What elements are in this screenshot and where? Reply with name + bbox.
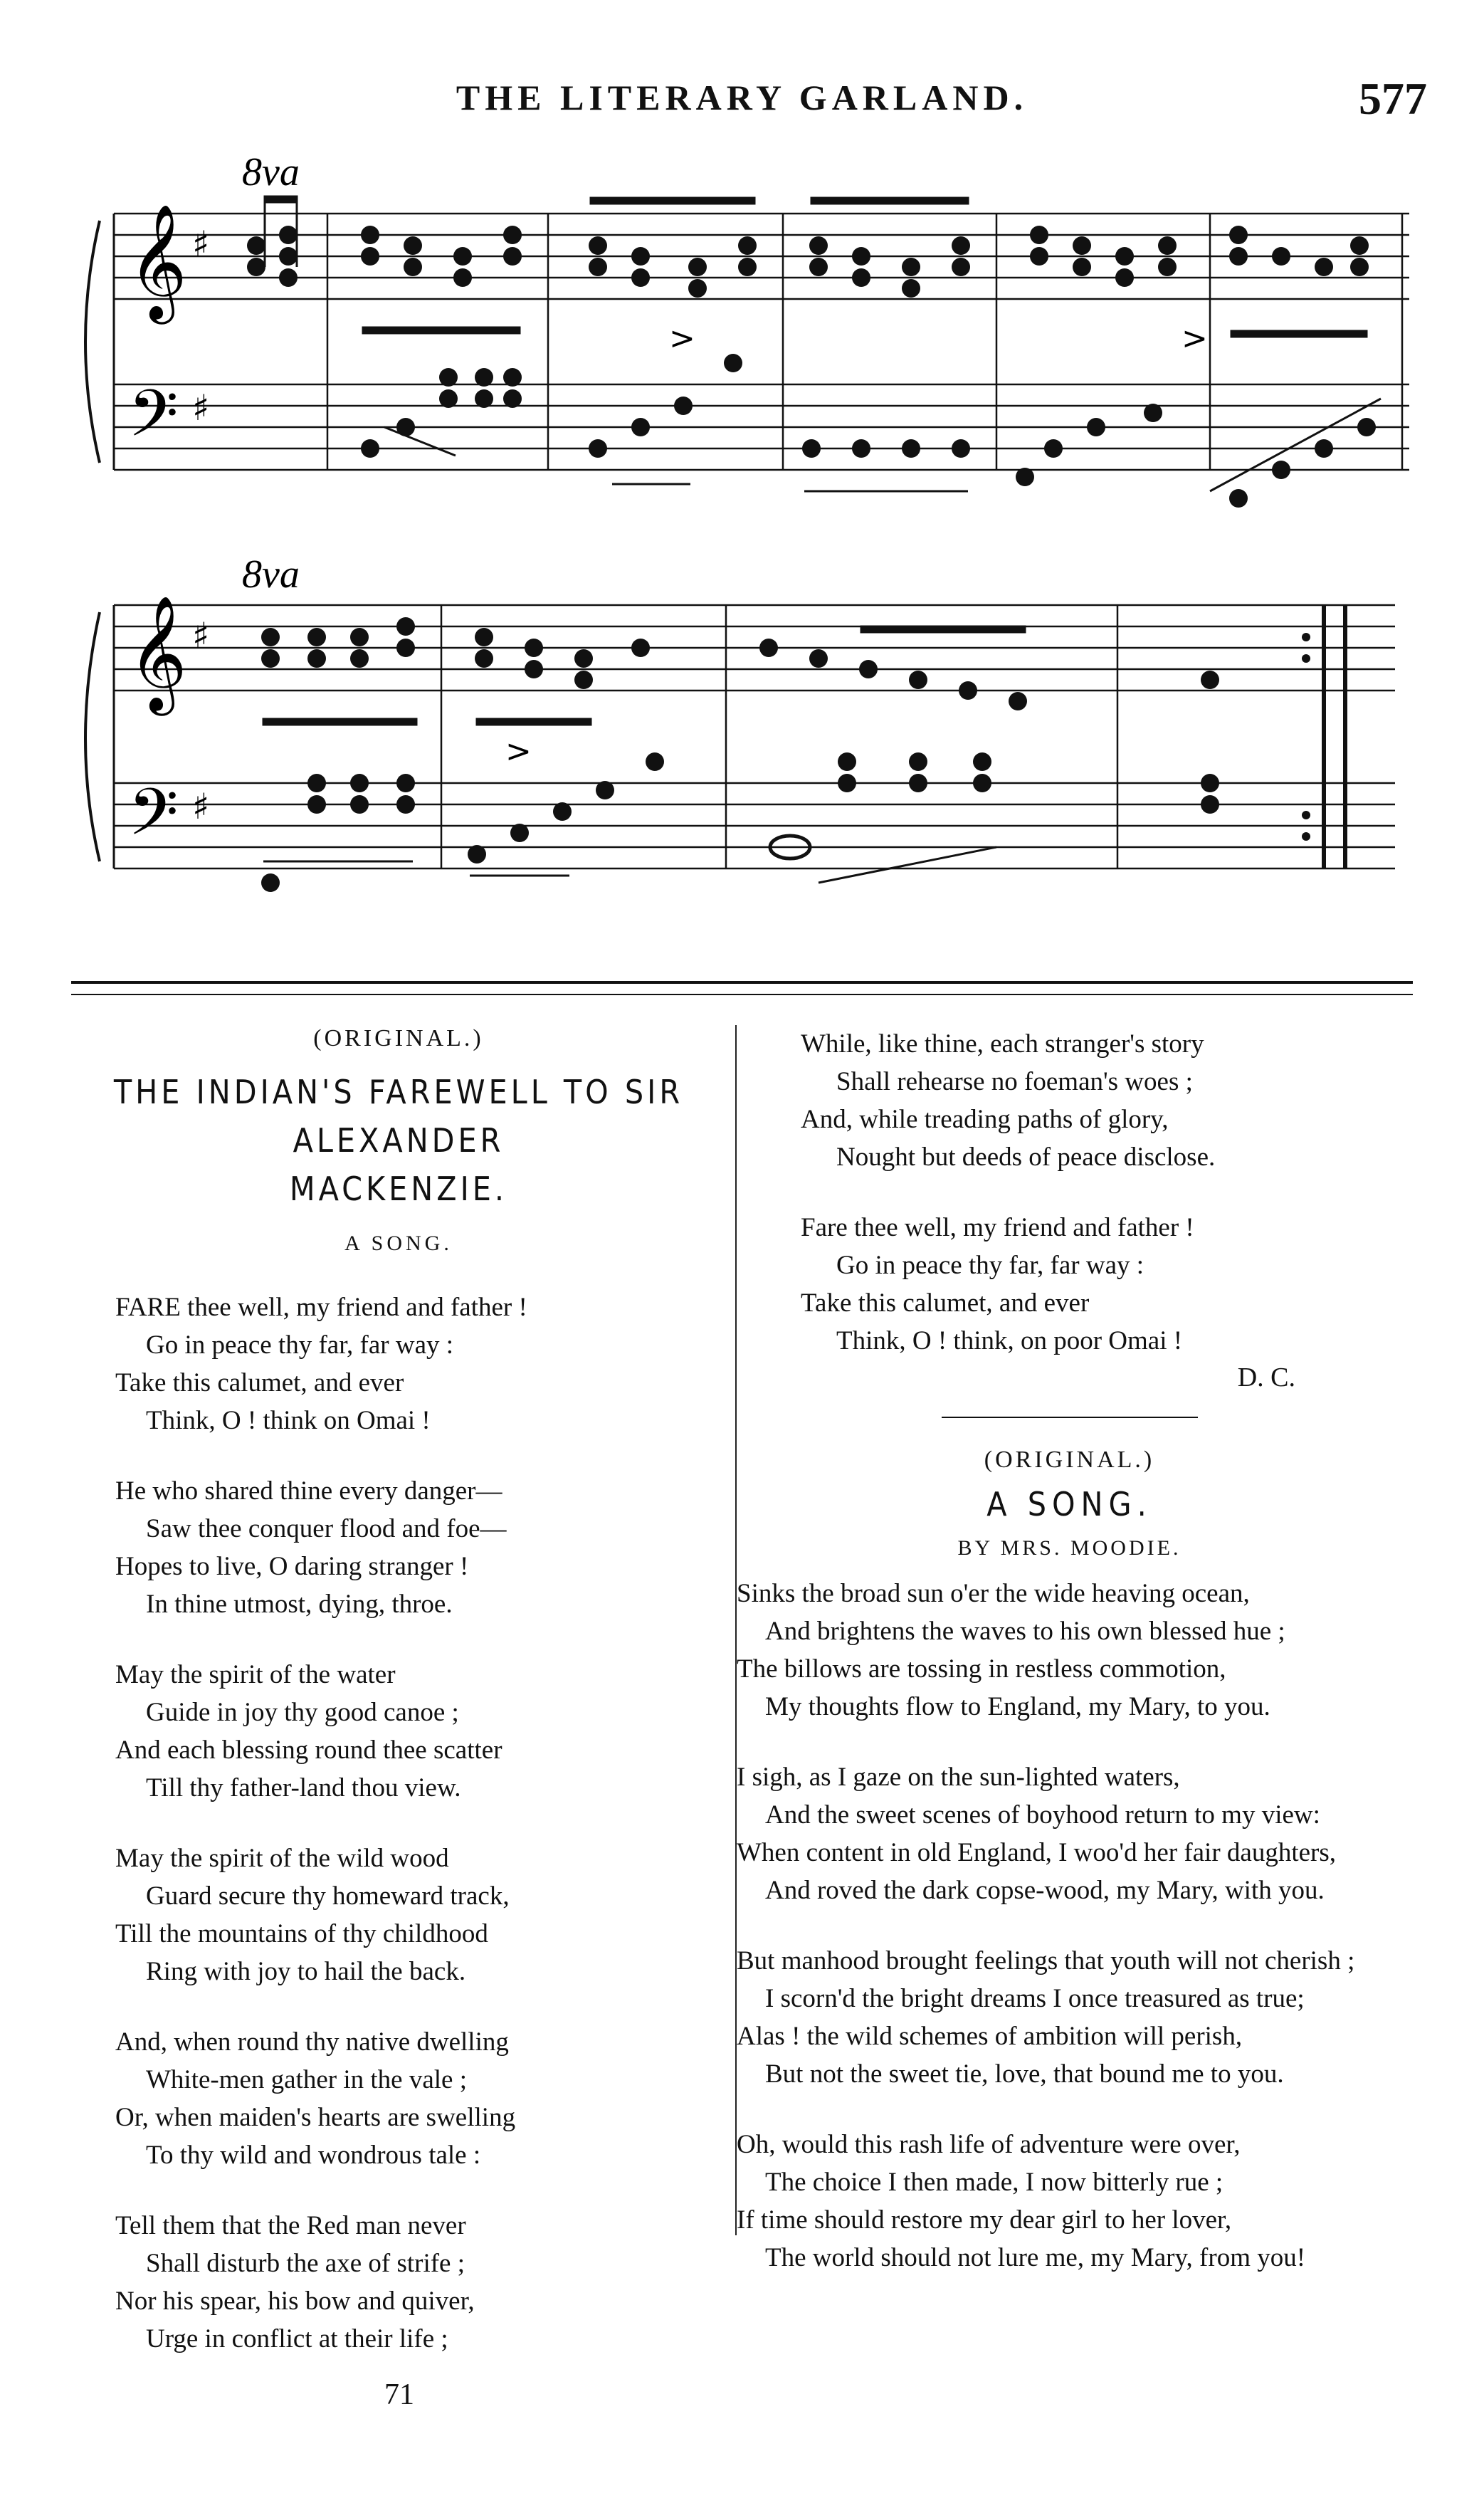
- bass-staff: [114, 783, 1395, 868]
- sharp-icon: ♯: [192, 387, 210, 429]
- music-system-2: [71, 548, 1424, 947]
- verse-line: Take this calumet, and ever: [801, 1289, 1090, 1318]
- treble-staff: [114, 214, 1409, 299]
- verse-line: Fare thee well, my friend and father !: [801, 1213, 1194, 1242]
- verse-line: Or, when maiden's hearts are swelling: [115, 2103, 516, 2132]
- verse-line: The billows are tossing in restless commotion,: [737, 1654, 1226, 1684]
- verse-line: May the spirit of the wild wood: [115, 1844, 449, 1873]
- song-stanza-1: [737, 1575, 1402, 1726]
- bass-clef-icon: 𝄢: [128, 775, 179, 866]
- song-stanza-4: [737, 2126, 1402, 2277]
- verse-line: FARE thee well, my friend and father !: [115, 1293, 527, 1322]
- verse-line: Alas ! the wild schemes of ambition will perish,: [737, 2022, 1243, 2051]
- song-stanza-2: [737, 1758, 1402, 1909]
- verse-line: My thoughts flow to England, my Mary, to you.: [765, 1692, 1270, 1721]
- verse-line: Shall rehearse no foeman's woes ;: [836, 1067, 1193, 1096]
- poem-subtitle: A SONG.: [344, 1232, 453, 1255]
- verse-line: The world should not lure me, my Mary, from you!: [765, 2243, 1306, 2272]
- right-column: [737, 1025, 1402, 2277]
- stanza-3: [71, 1656, 726, 1807]
- verse-line: Ring with joy to hail the back.: [146, 1957, 466, 1986]
- verse-line: Think, O ! think, on poor Omai !: [836, 1326, 1183, 1355]
- verse-line: Tell them that the Red man never: [115, 2211, 466, 2240]
- bass-clef-icon: 𝄢: [128, 376, 179, 467]
- bass-staff: [114, 384, 1409, 470]
- section-divider: [71, 981, 1413, 995]
- verse-line: And brightens the waves to his own blessed hue ;: [765, 1617, 1285, 1646]
- brace: [85, 221, 100, 463]
- verse-line: Urge in conflict at their life ;: [146, 2324, 448, 2353]
- byline: BY MRS. MOODIE.: [957, 1536, 1182, 1560]
- verse-line: The choice I then made, I now bitterly rue ;: [765, 2168, 1223, 2197]
- verse-line: Nor his spear, his bow and quiver,: [115, 2287, 475, 2316]
- verse-line: And the sweet scenes of boyhood return to my view:: [765, 1800, 1320, 1830]
- song-stanza-3: [737, 1942, 1402, 2093]
- verse-line: He who shared thine every danger—: [115, 1476, 502, 1506]
- verse-line: Saw thee conquer flood and foe—: [146, 1514, 507, 1543]
- accent-mark: >: [1182, 320, 1208, 357]
- left-column: [71, 1025, 726, 2358]
- verse-line: Shall disturb the axe of strife ;: [146, 2249, 465, 2278]
- bass-notes: [261, 752, 1310, 892]
- source-label: (ORIGINAL.): [313, 1025, 484, 1051]
- verse-line: Go in peace thy far, far way :: [146, 1331, 454, 1360]
- verse-line: Go in peace thy far, far way :: [836, 1251, 1144, 1280]
- treble-clef-icon: 𝄞: [128, 204, 187, 320]
- verse-line: In thine utmost, dying, throe.: [146, 1590, 453, 1619]
- verse-line: Till thy father-land thou view.: [146, 1773, 461, 1802]
- source-label: (ORIGINAL.): [984, 1447, 1155, 1473]
- verse-line: When content in old England, I woo'd her fair daughters,: [737, 1838, 1337, 1867]
- verse-line: Till the mountains of thy childhood: [115, 1919, 488, 1948]
- verse-line: Hopes to live, O daring stranger !: [115, 1552, 469, 1581]
- verse-line: And, when round thy native dwelling: [115, 2027, 509, 2057]
- sharp-icon: ♯: [192, 786, 210, 827]
- stanza-5: [71, 2023, 726, 2174]
- stanza-4: [71, 1839, 726, 1990]
- music-score-2: [71, 548, 1424, 947]
- verse-line: White-men gather in the vale ;: [146, 2065, 468, 2094]
- verse-line: Sinks the broad sun o'er the wide heaving ocean,: [737, 1579, 1250, 1608]
- verse-line: I sigh, as I gaze on the sun-lighted waters,: [737, 1763, 1180, 1792]
- verse-line: But not the sweet tie, love, that bound me to you.: [765, 2059, 1284, 2089]
- verse-line: Think, O ! think on Omai !: [146, 1406, 431, 1435]
- sharp-icon: ♯: [192, 615, 210, 656]
- verse-line: Guide in joy thy good canoe ;: [146, 1698, 459, 1727]
- octave-mark: 8va: [242, 150, 300, 194]
- treble-clef-icon: 𝄞: [128, 595, 187, 711]
- verse-line: And roved the dark copse-wood, my Mary, with you.: [765, 1876, 1325, 1905]
- verse-line: And each blessing round thee scatter: [115, 1736, 502, 1765]
- poem-title-line-2: MACKENZIE.: [289, 1170, 508, 1208]
- signature-number: 71: [384, 2378, 414, 2411]
- treble-notes: [247, 226, 1369, 298]
- poem-title-line-1: THE INDIAN'S FAREWELL TO SIR ALEXANDER: [113, 1073, 684, 1160]
- verse-line: May the spirit of the water: [115, 1660, 396, 1689]
- running-title: THE LITERARY GARLAND.: [456, 78, 1028, 117]
- verse-line: I scorn'd the bright dreams I once treasured as true;: [765, 1984, 1305, 2013]
- verse-line: But manhood brought feelings that youth will not cherish ;: [737, 1946, 1355, 1975]
- verse-line: To thy wild and wondrous tale :: [146, 2141, 481, 2170]
- signature: D. C.: [1237, 1363, 1295, 1392]
- accent-mark: >: [669, 320, 695, 357]
- music-system-1: [71, 142, 1424, 541]
- song-title: A SONG.: [986, 1485, 1152, 1523]
- stanza-7: [737, 1025, 1402, 1176]
- verse-line: And, while treading paths of glory,: [801, 1105, 1169, 1134]
- verse-line: Guard secure thy homeward track,: [146, 1881, 510, 1911]
- stanza-6: [71, 2207, 726, 2358]
- verse-line: Take this calumet, and ever: [115, 1368, 404, 1397]
- verse-line: Oh, would this rash life of adventure were over,: [737, 2130, 1241, 2159]
- music-score-1: [71, 142, 1424, 541]
- page-number: 577: [1359, 73, 1427, 124]
- stanza-1: [71, 1289, 726, 1439]
- verse-line: Nought but deeds of peace disclose.: [836, 1143, 1216, 1172]
- verse-line: If time should restore my dear girl to her lover,: [737, 2205, 1232, 2235]
- treble-notes: [261, 617, 1310, 710]
- verse-line: While, like thine, each stranger's story: [801, 1029, 1204, 1059]
- brace: [85, 612, 100, 861]
- poem-title: [71, 1068, 726, 1213]
- stanza-8: [737, 1209, 1402, 1360]
- sharp-icon: ♯: [192, 224, 210, 265]
- octave-mark: 8va: [242, 552, 300, 597]
- stanza-2: [71, 1472, 726, 1623]
- short-divider: [942, 1417, 1198, 1418]
- accent-mark: >: [505, 733, 532, 770]
